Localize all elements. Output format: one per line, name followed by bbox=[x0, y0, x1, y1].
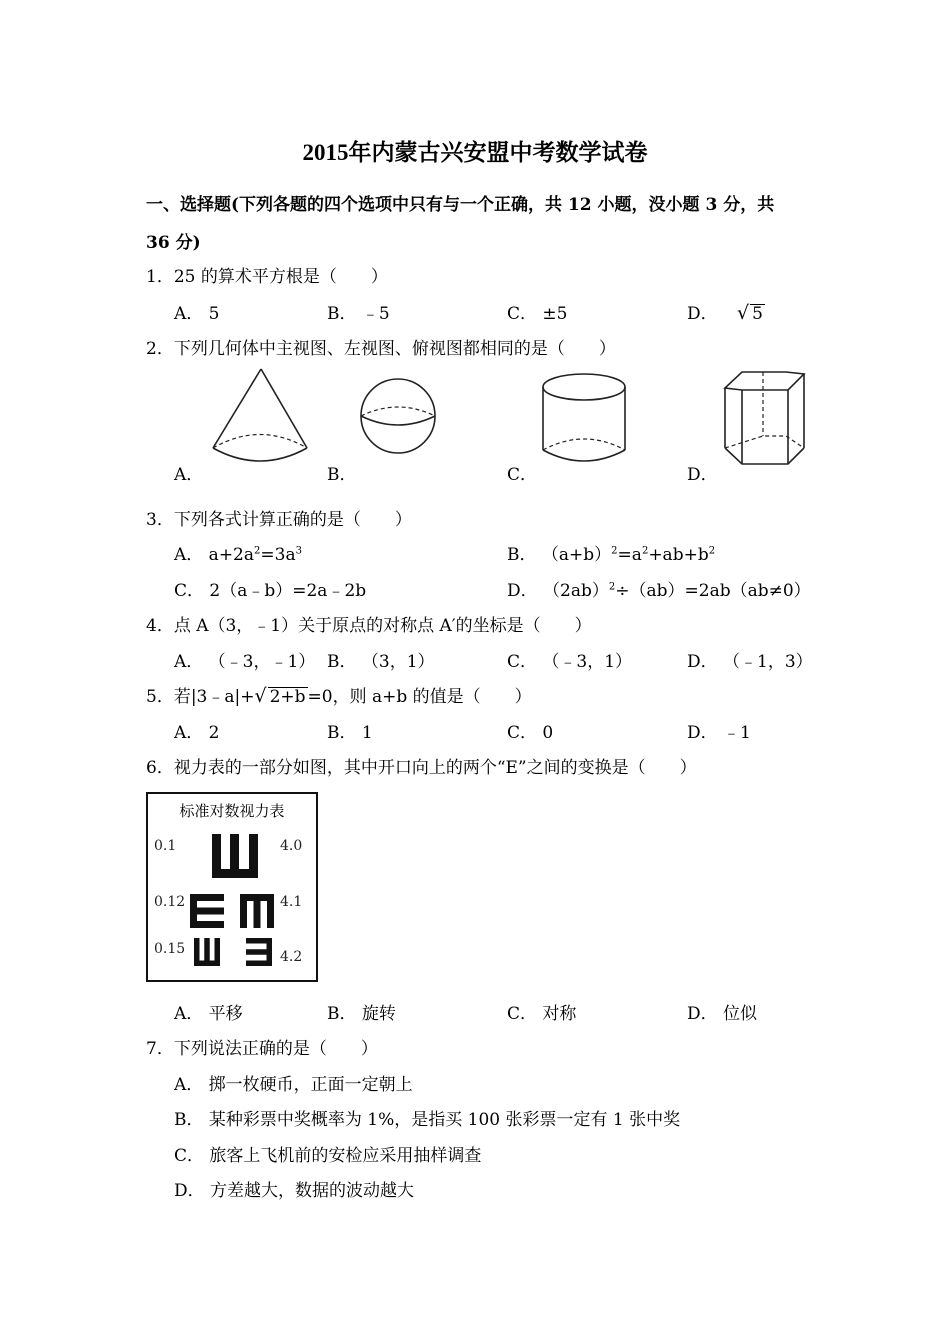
q1-option-c: C． ±5 bbox=[507, 304, 568, 324]
q5-option-d: D． ﹣1 bbox=[687, 723, 751, 743]
sphere-icon bbox=[358, 366, 438, 466]
q7-option-b: B． 某种彩票中奖概率为 1%，是指买 100 张彩票一定有 1 张中奖 bbox=[174, 1110, 681, 1130]
q3-option-c: C． 2（a﹣b）=2a﹣2b bbox=[174, 581, 367, 601]
q2-stem: 2．下列几何体中主视图、左视图、俯视图都相同的是（ ） bbox=[146, 339, 616, 359]
page-title: 2015年内蒙古兴安盟中考数学试卷 bbox=[302, 140, 648, 165]
eye-chart-title: 标准对数视力表 bbox=[179, 802, 285, 820]
q1-option-b: B． ﹣5 bbox=[327, 304, 390, 324]
hexagonal-prism-icon bbox=[718, 366, 813, 466]
q1-option-d-radicand: 5 bbox=[752, 304, 763, 324]
q1-option-d-label: D． bbox=[687, 304, 718, 324]
eye-chart-right-num: 4.2 bbox=[280, 949, 303, 965]
q5-stem: 5．若|3﹣a|+√ 2+b =0，则 a+b 的值是（ ） bbox=[146, 685, 532, 707]
eye-chart-left-num: 0.15 bbox=[154, 941, 186, 957]
cone-icon bbox=[205, 366, 315, 466]
q2-option-d: D． bbox=[687, 465, 718, 485]
q6-option-c: C． 对称 bbox=[507, 1004, 577, 1024]
e-up-small-icon bbox=[194, 938, 220, 966]
q2-option-a: A． bbox=[174, 465, 204, 485]
q7-option-c: C． 旅客上飞机前的安检应采用抽样调查 bbox=[174, 1146, 482, 1166]
eye-chart-left-num: 0.12 bbox=[154, 894, 186, 910]
q1-option-a: A． 5 bbox=[174, 304, 220, 324]
q5-option-a: A． 2 bbox=[174, 723, 220, 743]
q3-option-a: A． $a+2a^2=3a^3$ bbox=[174, 545, 302, 565]
q6-stem: 6．视力表的一部分如图，其中开口向上的两个“E”之间的变换是（ ） bbox=[146, 758, 697, 778]
q7-option-a: A． 掷一枚硬币，正面一定朝上 bbox=[174, 1075, 413, 1095]
section-header-line1: 一、选择题(下列各题的四个选项中只有与一个正确，共 12 小题，没小题 3 分，共 bbox=[146, 195, 775, 215]
e-up-large-icon bbox=[212, 834, 258, 878]
q4-option-c: C． （﹣3，1） bbox=[507, 652, 633, 672]
q2-option-b: B． bbox=[327, 465, 357, 485]
e-down-icon bbox=[240, 894, 274, 928]
eye-chart-left-num: 0.1 bbox=[154, 838, 177, 854]
eye-chart bbox=[146, 792, 318, 982]
q5-option-b: B． 1 bbox=[327, 723, 373, 743]
q3-option-b: B． $(a+b)^2=a^2+ab+b^2$ bbox=[507, 545, 716, 565]
q6-option-b: B． 旋转 bbox=[327, 1004, 396, 1024]
eye-chart-right-num: 4.1 bbox=[280, 894, 303, 910]
q5-option-c: C． 0 bbox=[507, 723, 554, 743]
q4-option-a: A． （﹣3，﹣1） bbox=[174, 652, 316, 672]
q4-option-b: B． （3，1） bbox=[327, 652, 435, 672]
q1-option-d: D． √ 5 bbox=[687, 302, 763, 324]
q6-option-a: A． 平移 bbox=[174, 1004, 243, 1024]
q6-option-d: D． 位似 bbox=[687, 1004, 758, 1024]
q4-stem: 4．点 A（3，﹣1）关于原点的对称点 A′的坐标是（ ） bbox=[146, 616, 592, 636]
section-header-line2: 36 分) bbox=[146, 233, 201, 253]
eye-chart-right-num: 4.0 bbox=[280, 838, 303, 854]
q3-stem: 3．下列各式计算正确的是（ ） bbox=[146, 510, 412, 530]
cylinder-icon bbox=[540, 370, 630, 470]
q7-stem: 7．下列说法正确的是（ ） bbox=[146, 1039, 378, 1059]
q3-option-d: D． $(2ab)^2\div(ab)=2ab(ab\ne 0)$ bbox=[507, 581, 811, 601]
e-right-icon bbox=[190, 894, 224, 928]
q1-stem: 1．25 的算术平方根是（ ） bbox=[146, 267, 388, 287]
q4-option-d: D． （﹣1，3） bbox=[687, 652, 813, 672]
e-left-icon bbox=[246, 938, 272, 966]
q2-option-c: C． bbox=[507, 465, 538, 485]
q7-option-d: D． 方差越大，数据的波动越大 bbox=[174, 1181, 415, 1201]
